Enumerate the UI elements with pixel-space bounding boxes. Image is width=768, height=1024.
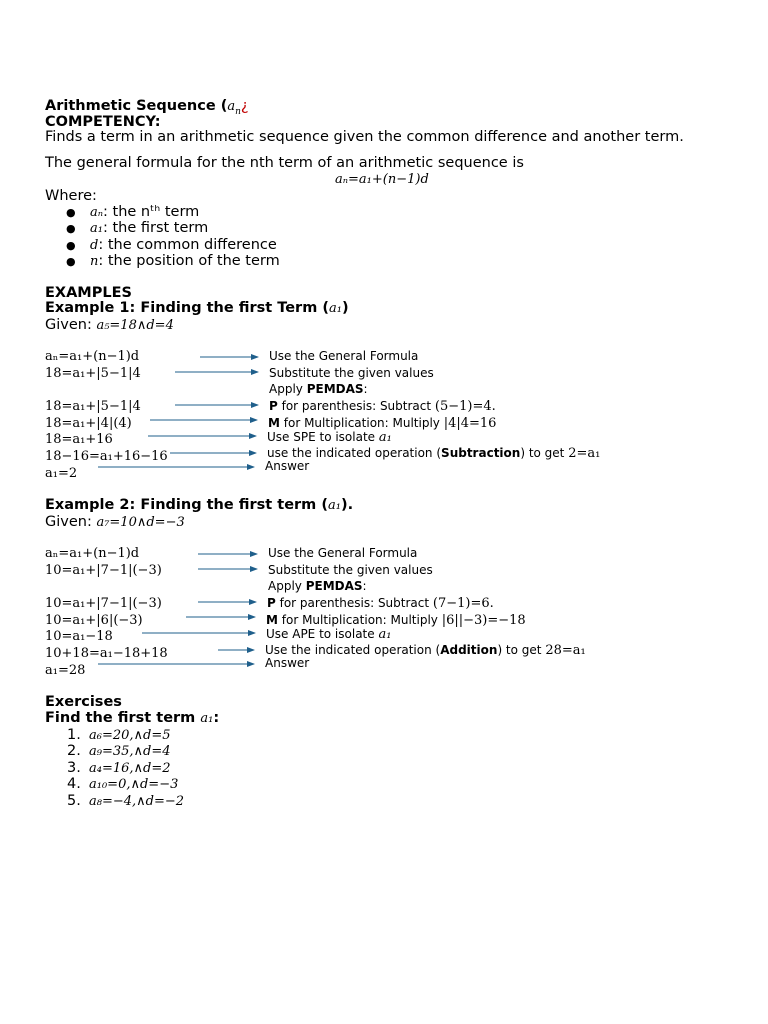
exercise-item: 3. a₄=16,∧d=2 xyxy=(67,760,171,776)
example-2-note: Apply PEMDAS: xyxy=(268,579,367,593)
example-1-note: use the indicated operation (Subtraction) to get 2=a₁ xyxy=(267,446,601,461)
example-2-note: M for Multiplication: Multiply |6||−3)=−18 xyxy=(266,613,526,628)
competency-text: Finds a term in an arithmetic sequence given the common difference and another term. xyxy=(45,129,684,145)
example-2-step: 10=a₁+|7−1|(−3) xyxy=(45,596,162,611)
example-1-step: 18=a₁+|5−1|4 xyxy=(45,399,141,414)
example-1-note: Apply PEMDAS: xyxy=(269,382,368,396)
bullet-icon: ● xyxy=(66,222,76,235)
example-2-given: Given: a₇=10∧d=−3 xyxy=(45,514,185,530)
bullet-icon: ● xyxy=(66,255,76,268)
example-2-note: Substitute the given values xyxy=(268,563,433,577)
example-2-note: Answer xyxy=(265,656,310,670)
example-2-step: 10=a₁+|6|(−3) xyxy=(45,613,143,628)
example-1-given: Given: a₅=18∧d=4 xyxy=(45,317,174,333)
definition-item: a₁: the first term xyxy=(90,220,209,236)
where-label: Where: xyxy=(45,188,97,204)
example-2-note: Use the indicated operation (Addition) to get 28=a₁ xyxy=(265,643,586,658)
exercises-heading: Exercises xyxy=(45,694,122,710)
example-2-step: aₙ=a₁+(n−1)d xyxy=(45,546,140,561)
example-1-note: Substitute the given values xyxy=(269,366,434,380)
competency-label: COMPETENCY: xyxy=(45,114,161,130)
example-2-step: 10+18=a₁−18+18 xyxy=(45,646,168,661)
example-1-answer: a₁=2 xyxy=(45,466,78,481)
example-1-title: Example 1: Finding the first Term (a₁) xyxy=(45,300,349,316)
example-1-step: 18=a₁+|4|(4) xyxy=(45,416,132,431)
example-2-note: P for parenthesis: Subtract (7−1)=6. xyxy=(267,596,494,611)
definition-item: aₙ: the nᵗʰ term xyxy=(90,204,200,220)
example-1-step: 18=a₁+16 xyxy=(45,432,113,447)
example-1-step: aₙ=a₁+(n−1)d xyxy=(45,349,140,364)
exercise-item: 2. a₉=35,∧d=4 xyxy=(67,743,171,759)
general-formula: aₙ=a₁+(n−1)d xyxy=(335,172,429,187)
example-1-step: 18−16=a₁+16−16 xyxy=(45,449,168,464)
exercise-item: 4. a₁₀=0,∧d=−3 xyxy=(67,776,179,792)
definition-item: n: the position of the term xyxy=(90,253,280,269)
example-2-step: 10=a₁−18 xyxy=(45,629,113,644)
example-2-step: 10=a₁+|7−1|(−3) xyxy=(45,563,162,578)
bullet-icon: ● xyxy=(66,239,76,252)
examples-heading: EXAMPLES xyxy=(45,285,132,301)
example-2-answer: a₁=28 xyxy=(45,663,86,678)
title-symbol: ¿ xyxy=(240,98,249,114)
exercise-item: 1. a₆=20,∧d=5 xyxy=(67,727,171,743)
definition-item: d: the common difference xyxy=(90,237,277,253)
exercise-item: 5. a₈=−4,∧d=−2 xyxy=(67,793,185,809)
formula-intro: The general formula for the nth term of an arithmetic sequence is xyxy=(45,155,524,171)
example-1-note: P for parenthesis: Subtract (5−1)=4. xyxy=(269,399,496,414)
exercises-subheading: Find the first term a₁: xyxy=(45,710,220,726)
example-1-note: Answer xyxy=(265,459,310,473)
example-1-step: 18=a₁+|5−1|4 xyxy=(45,366,141,381)
example-2-title: Example 2: Finding the first term (a₁). xyxy=(45,497,354,513)
bullet-icon: ● xyxy=(66,206,76,219)
example-1-note: Use SPE to isolate a₁ xyxy=(267,430,392,445)
example-2-note: Use the General Formula xyxy=(268,546,418,560)
example-1-note: Use the General Formula xyxy=(269,349,419,363)
example-1-note: M for Multiplication: Multiply |4|4=16 xyxy=(268,416,497,431)
example-2-note: Use APE to isolate a₁ xyxy=(266,627,392,642)
document-title: Arithmetic Sequence ($a_n¿$ xyxy=(45,98,249,117)
